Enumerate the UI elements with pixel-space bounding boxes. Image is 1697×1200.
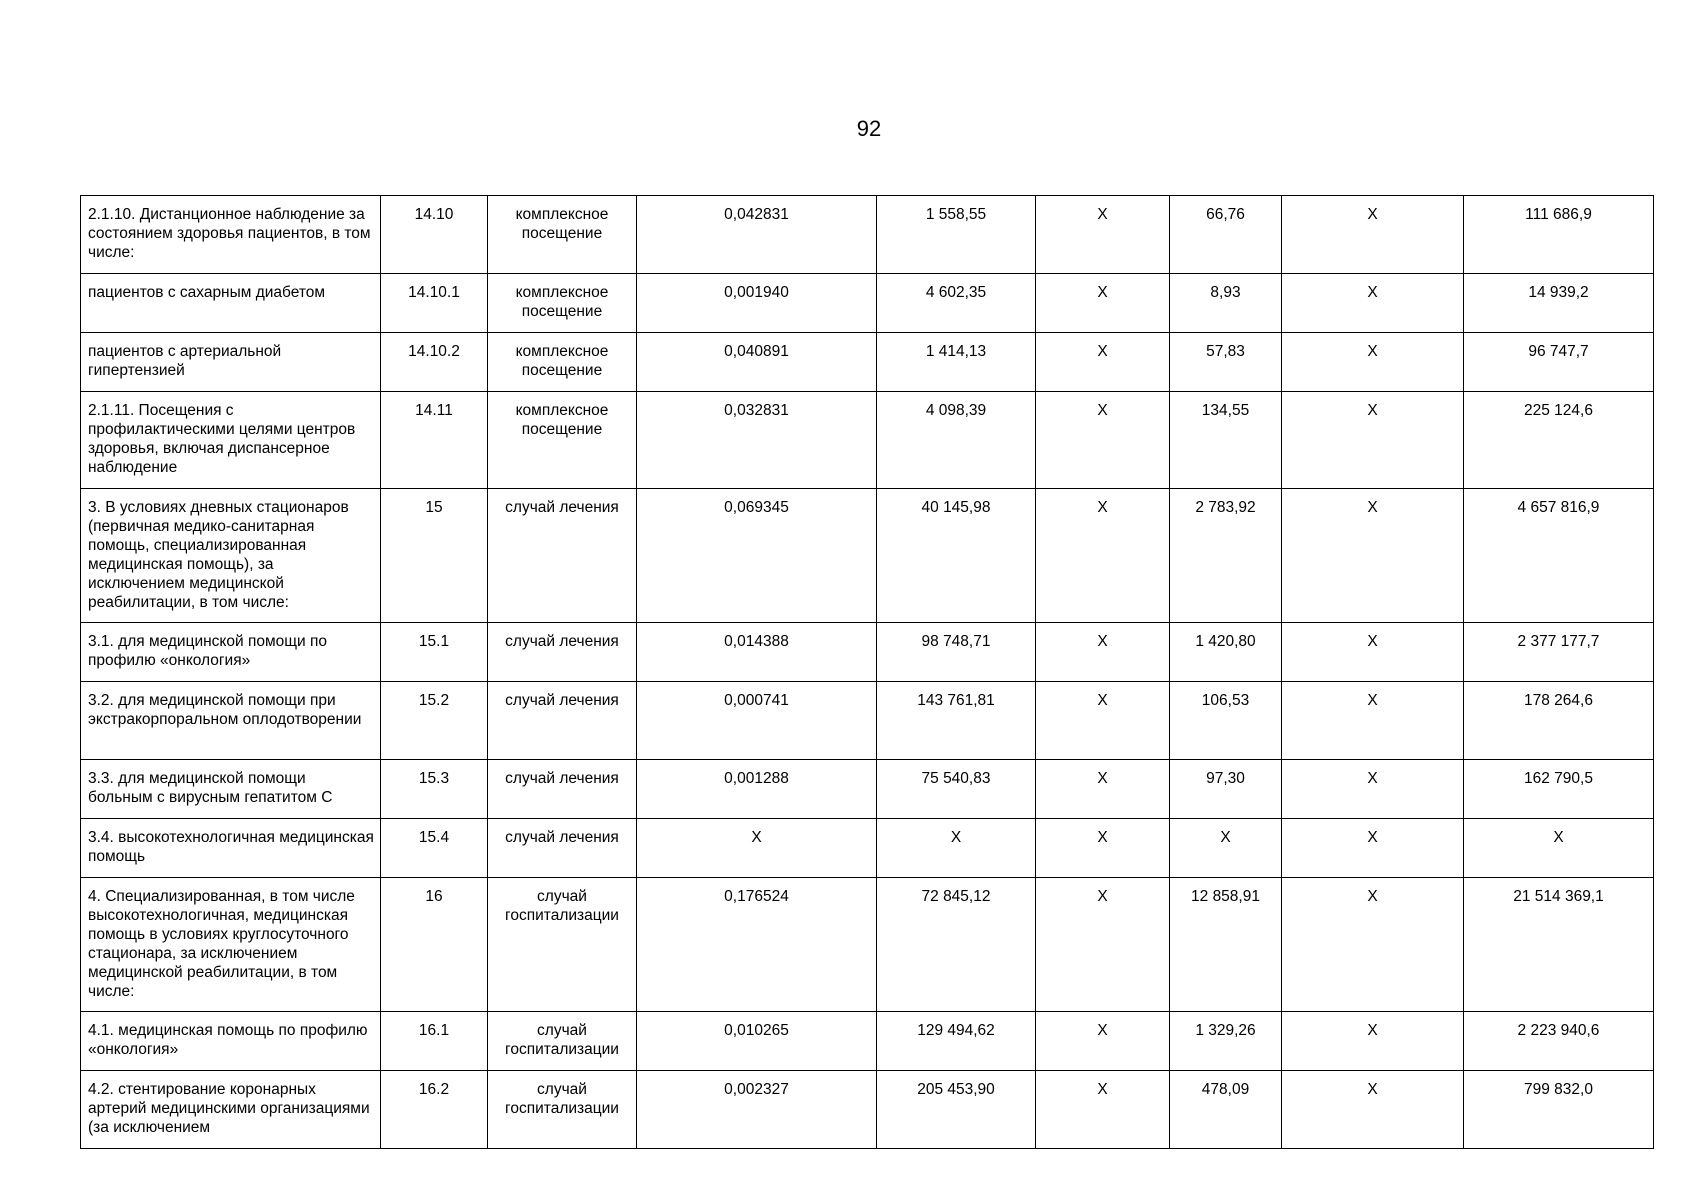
table-row xyxy=(81,333,1654,392)
row-unit: случай лечения xyxy=(488,623,637,682)
row-name: 4.1. медицинская помощь по профилю «онкология» xyxy=(81,1012,381,1071)
row-total: 111 686,9 xyxy=(1464,196,1654,274)
row-volume: 0,032831 xyxy=(637,392,877,489)
table-row xyxy=(81,760,1654,819)
row-number: 14.11 xyxy=(381,392,488,489)
row-volume: 0,040891 xyxy=(637,333,877,392)
row-unit: случай лечения xyxy=(488,760,637,819)
table-row xyxy=(81,878,1654,1012)
row-unit: случай лечения xyxy=(488,682,637,760)
row-col6: Х xyxy=(1036,489,1170,623)
row-cost: 75 540,83 xyxy=(877,760,1036,819)
row-col6: Х xyxy=(1036,623,1170,682)
row-col6: Х xyxy=(1036,274,1170,333)
row-unit: случай госпитализации xyxy=(488,1012,637,1071)
table-row xyxy=(81,274,1654,333)
row-col8: Х xyxy=(1282,1012,1464,1071)
row-col7: 478,09 xyxy=(1170,1071,1282,1149)
row-col8: Х xyxy=(1282,1071,1464,1149)
row-col6: Х xyxy=(1036,878,1170,1012)
row-col7: 106,53 xyxy=(1170,682,1282,760)
table-row xyxy=(81,489,1654,623)
row-total: 162 790,5 xyxy=(1464,760,1654,819)
row-col7: 12 858,91 xyxy=(1170,878,1282,1012)
row-number: 14.10.1 xyxy=(381,274,488,333)
row-unit: комплексное посещение xyxy=(488,392,637,489)
table-row xyxy=(81,623,1654,682)
table-row xyxy=(81,196,1654,274)
row-name: 3.2. для медицинской помощи при экстракорпоральном оплодотворении xyxy=(81,682,381,760)
row-volume: 0,014388 xyxy=(637,623,877,682)
row-number: 15.2 xyxy=(381,682,488,760)
row-volume: 0,002327 xyxy=(637,1071,877,1149)
row-number: 14.10 xyxy=(381,196,488,274)
table-body xyxy=(81,196,1654,1149)
row-number: 15.1 xyxy=(381,623,488,682)
row-cost: 4 602,35 xyxy=(877,274,1036,333)
table-row xyxy=(81,682,1654,760)
row-col7: 66,76 xyxy=(1170,196,1282,274)
row-cost: 205 453,90 xyxy=(877,1071,1036,1149)
row-name: 4. Специализированная, в том числе высокотехнологичная, медицинская помощь в условиях круглосуточного стационара, за исключением медицинской реабилитации, в том числе: xyxy=(81,878,381,1012)
row-name: 3. В условиях дневных стационаров (первичная медико-санитарная помощь, специализированная медицинская помощь), за исключением медицинской реабилитации, в том числе: xyxy=(81,489,381,623)
row-volume: 0,001288 xyxy=(637,760,877,819)
table-row xyxy=(81,819,1654,878)
row-col7: 1 329,26 xyxy=(1170,1012,1282,1071)
row-total: 178 264,6 xyxy=(1464,682,1654,760)
row-cost: 98 748,71 xyxy=(877,623,1036,682)
row-col8: Х xyxy=(1282,333,1464,392)
row-number: 14.10.2 xyxy=(381,333,488,392)
row-number: 15.3 xyxy=(381,760,488,819)
row-number: 16.2 xyxy=(381,1071,488,1149)
row-col7: 8,93 xyxy=(1170,274,1282,333)
row-col7: 2 783,92 xyxy=(1170,489,1282,623)
row-col8: Х xyxy=(1282,489,1464,623)
row-volume: Х xyxy=(637,819,877,878)
row-col7: 97,30 xyxy=(1170,760,1282,819)
row-cost: 72 845,12 xyxy=(877,878,1036,1012)
row-cost: 40 145,98 xyxy=(877,489,1036,623)
row-total: 799 832,0 xyxy=(1464,1071,1654,1149)
row-name: 2.1.10. Дистанционное наблюдение за состоянием здоровья пациентов, в том числе: xyxy=(81,196,381,274)
row-name: 3.4. высокотехнологичная медицинская помощь xyxy=(81,819,381,878)
row-total: 2 223 940,6 xyxy=(1464,1012,1654,1071)
row-total: 4 657 816,9 xyxy=(1464,489,1654,623)
row-col8: Х xyxy=(1282,819,1464,878)
row-col8: Х xyxy=(1282,623,1464,682)
table-row xyxy=(81,392,1654,489)
data-table xyxy=(80,195,1654,1149)
row-unit: случай лечения xyxy=(488,819,637,878)
row-name: 4.2. стентирование коронарных артерий медицинскими организациями (за исключением xyxy=(81,1071,381,1149)
row-col6: Х xyxy=(1036,819,1170,878)
row-unit: случай госпитализации xyxy=(488,878,637,1012)
row-volume: 0,001940 xyxy=(637,274,877,333)
row-col8: Х xyxy=(1282,392,1464,489)
row-volume: 0,042831 xyxy=(637,196,877,274)
row-total: 2 377 177,7 xyxy=(1464,623,1654,682)
row-name: пациентов с артериальной гипертензией xyxy=(81,333,381,392)
row-number: 15 xyxy=(381,489,488,623)
row-total: 225 124,6 xyxy=(1464,392,1654,489)
row-col6: Х xyxy=(1036,196,1170,274)
row-name: 3.3. для медицинской помощи больным с вирусным гепатитом С xyxy=(81,760,381,819)
row-name: 3.1. для медицинской помощи по профилю «онкология» xyxy=(81,623,381,682)
row-volume: 0,069345 xyxy=(637,489,877,623)
row-cost: Х xyxy=(877,819,1036,878)
row-cost: 4 098,39 xyxy=(877,392,1036,489)
row-volume: 0,000741 xyxy=(637,682,877,760)
row-total: Х xyxy=(1464,819,1654,878)
row-col6: Х xyxy=(1036,333,1170,392)
row-col6: Х xyxy=(1036,1071,1170,1149)
row-unit: комплексное посещение xyxy=(488,333,637,392)
row-name: 2.1.11. Посещения с профилактическими целями центров здоровья, включая диспансерное наблюдение xyxy=(81,392,381,489)
row-col6: Х xyxy=(1036,392,1170,489)
row-col8: Х xyxy=(1282,878,1464,1012)
row-col7: 57,83 xyxy=(1170,333,1282,392)
row-col8: Х xyxy=(1282,682,1464,760)
row-total: 21 514 369,1 xyxy=(1464,878,1654,1012)
row-col6: Х xyxy=(1036,760,1170,819)
row-number: 16.1 xyxy=(381,1012,488,1071)
row-cost: 143 761,81 xyxy=(877,682,1036,760)
row-total: 14 939,2 xyxy=(1464,274,1654,333)
row-cost: 1 414,13 xyxy=(877,333,1036,392)
row-col6: Х xyxy=(1036,1012,1170,1071)
row-volume: 0,176524 xyxy=(637,878,877,1012)
row-number: 16 xyxy=(381,878,488,1012)
row-col7: Х xyxy=(1170,819,1282,878)
row-number: 15.4 xyxy=(381,819,488,878)
row-cost: 1 558,55 xyxy=(877,196,1036,274)
row-name: пациентов с сахарным диабетом xyxy=(81,274,381,333)
row-unit: случай госпитализации xyxy=(488,1071,637,1149)
row-cost: 129 494,62 xyxy=(877,1012,1036,1071)
row-volume: 0,010265 xyxy=(637,1012,877,1071)
row-col7: 1 420,80 xyxy=(1170,623,1282,682)
row-col8: Х xyxy=(1282,274,1464,333)
row-col8: Х xyxy=(1282,760,1464,819)
row-col8: Х xyxy=(1282,196,1464,274)
row-col7: 134,55 xyxy=(1170,392,1282,489)
row-total: 96 747,7 xyxy=(1464,333,1654,392)
row-unit: комплексное посещение xyxy=(488,274,637,333)
row-col6: Х xyxy=(1036,682,1170,760)
page-number: 92 xyxy=(856,116,882,141)
row-unit: случай лечения xyxy=(488,489,637,623)
row-unit: комплексное посещение xyxy=(488,196,637,274)
table-row xyxy=(81,1071,1654,1149)
table-row xyxy=(81,1012,1654,1071)
